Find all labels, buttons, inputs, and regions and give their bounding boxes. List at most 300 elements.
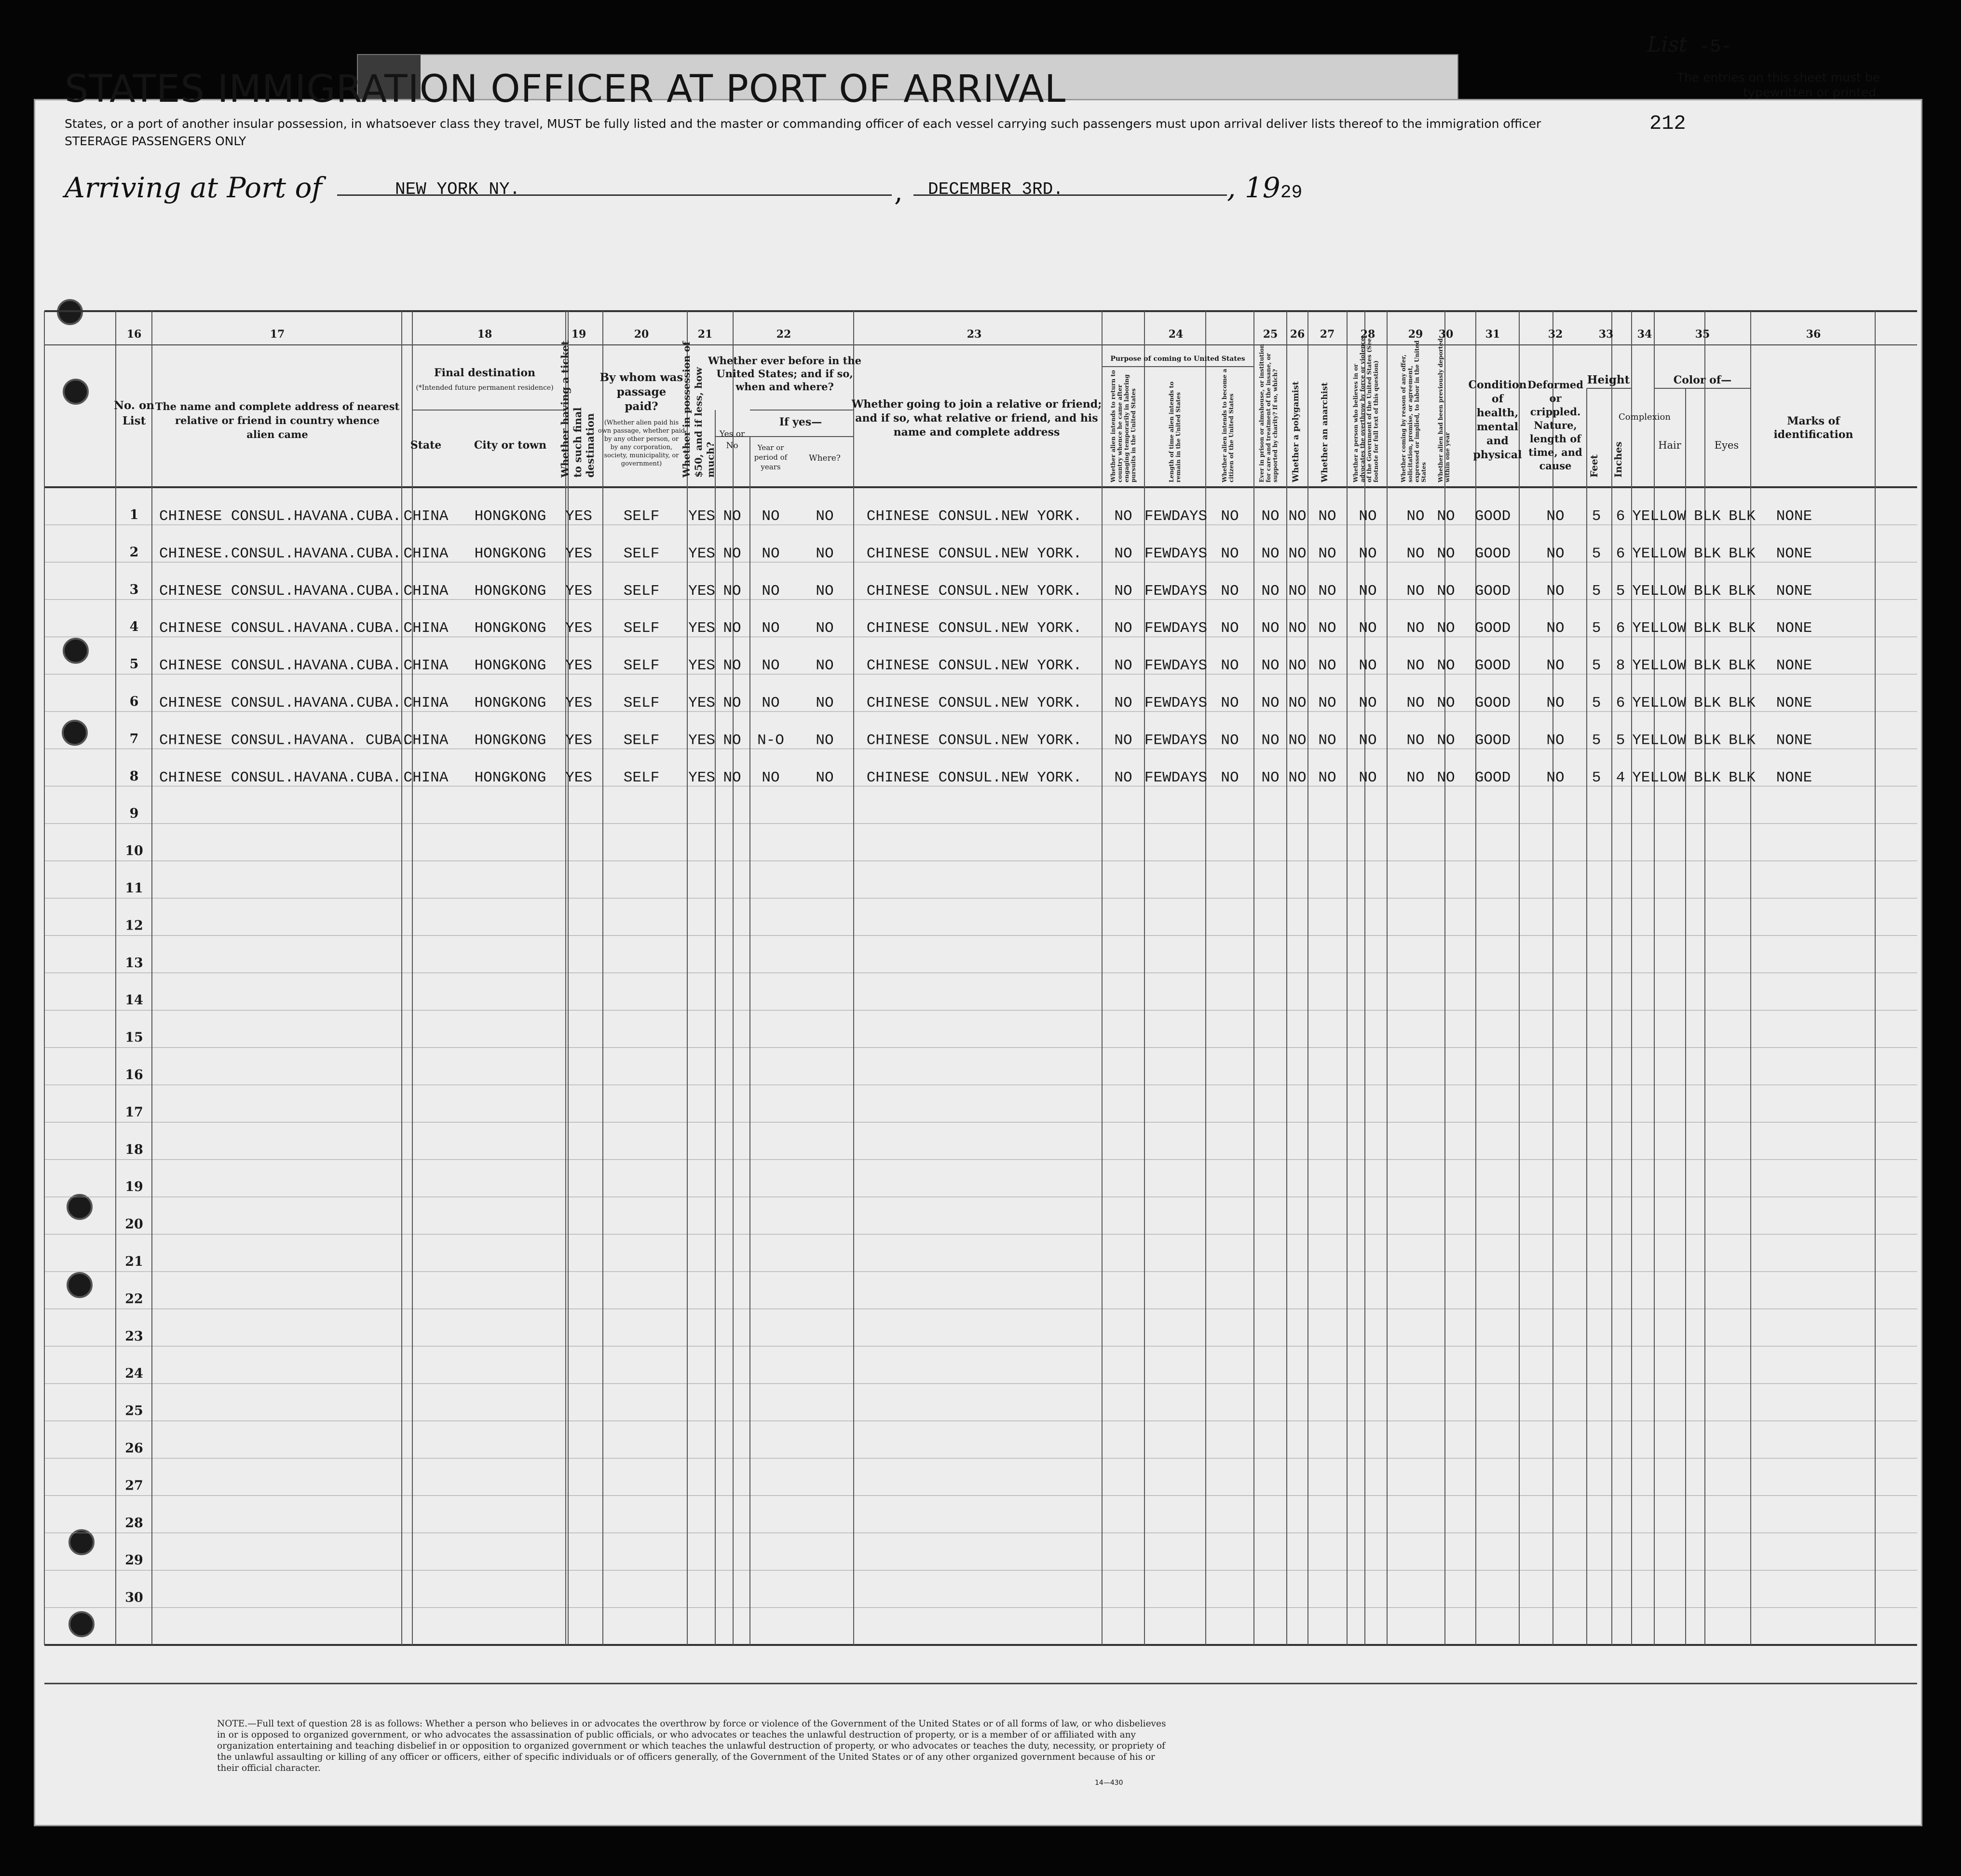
header-health: mental [1476,421,1519,433]
entry-polygamist: NO [1288,769,1307,786]
header-ticket: to such final [572,407,584,478]
entry-city: HONGKONG [474,545,546,562]
entry-paid-by: SELF [623,732,660,749]
header-purpose-a: engaging temporarily in laboring [1123,374,1130,482]
entry-city: HONGKONG [474,769,546,786]
entry-marks: NONE [1776,732,1812,749]
entry-q28: NO [1359,620,1377,637]
header-q29: States [1420,462,1427,482]
entry-stay: FEWDAYS [1144,732,1208,749]
header-anarchist: Whether an anarchist [1320,382,1330,482]
column-number: 24 [1168,328,1184,341]
header-paid-by-note: by any corporation, [610,444,673,451]
sheet-number: 212 [1649,112,1686,135]
header-joining: Whether going to join a relative or friend; [851,398,1102,411]
row-number: 15 [125,1030,143,1045]
entry-deformed: NO [1546,769,1565,786]
entry-citizen: NO [1221,732,1239,749]
entry-period: N-O [757,732,784,749]
entry-period: NO [762,695,780,712]
entry-return: NO [1114,508,1132,525]
header-complexion: Complexion [1619,412,1671,422]
entry-eyes: BLK [1729,657,1756,674]
header-deformed: time, and [1528,446,1582,458]
entry-joining: CHINESE CONSUL.NEW YORK. [866,657,1082,674]
entry-paid-by: SELF [623,508,660,525]
entries-note: The entries on this sheet must be typewritten or printed. [1676,70,1880,99]
entry-hair: BLK [1694,695,1721,712]
entry-q28: NO [1359,582,1377,600]
entry-relative: CHINESE CONSUL.HAVANA.CUBA. [159,582,402,600]
entry-health: GOOD [1474,657,1511,674]
header-deformed: Nature, [1534,419,1577,431]
entry-marks: NONE [1776,582,1812,600]
entry-q29: NO [1406,545,1425,562]
header-no-on-list: List [122,414,146,427]
header-deformed: cause [1539,460,1572,472]
entry-feet: 5 [1592,545,1601,562]
year-suffix: 29 [1280,182,1303,203]
entry-ticket: YES [565,769,592,786]
entry-q30: NO [1437,545,1455,562]
column-number: 25 [1263,328,1278,341]
entry-period: NO [762,657,780,674]
header-q29: expressed or implied, to labor in the United [1414,340,1420,482]
column-number: 30 [1438,328,1454,341]
entry-marks: NONE [1776,695,1812,712]
entry-paid-by: SELF [623,657,660,674]
entry-period: NO [762,769,780,786]
entry-citizen: NO [1221,620,1239,637]
column-number: 21 [697,328,713,341]
entry-q29: NO [1406,732,1425,749]
entry-relative: CHINESE CONSUL.HAVANA.CUBA. [159,657,402,674]
entry-health: GOOD [1474,769,1511,786]
entry-anarchist: NO [1318,769,1336,786]
header-deformed: length of [1529,433,1581,445]
entry-q30: NO [1437,695,1455,712]
entry-feet: 5 [1592,732,1601,749]
entry-health: GOOD [1474,695,1511,712]
entry-paid-by: SELF [623,545,660,562]
header-if-yes: If yes— [779,416,822,428]
header-color-of: Color of— [1673,374,1732,386]
entry-citizen: NO [1221,695,1239,712]
header-money: $50, and if less, how [693,367,704,478]
entry-anarchist: NO [1318,582,1336,600]
entry-anarchist: NO [1318,732,1336,749]
header-where: Where? [809,453,841,463]
column-number: 23 [967,328,982,341]
entry-citizen: NO [1221,657,1239,674]
entry-before: NO [723,732,741,749]
entry-stay: FEWDAYS [1144,582,1208,600]
entry-inches: 6 [1616,545,1625,562]
header-final-destination-note: (*Intended future permanent residence) [416,384,554,392]
row-number: 4 [129,619,139,635]
header-paid-by-note: government) [621,460,662,467]
row-number: 29 [125,1553,143,1568]
entry-money: YES [688,620,715,637]
column-number: 31 [1485,328,1500,341]
entry-prison: NO [1261,620,1280,637]
entry-paid-by: SELF [623,769,660,786]
entry-q29: NO [1406,508,1425,525]
entry-q29: NO [1406,582,1425,600]
header-health: physical [1473,449,1522,461]
year-prefix: 19 [1244,171,1280,204]
header-before: when and where? [735,381,834,393]
entry-marks: NONE [1776,620,1812,637]
entry-health: GOOD [1474,545,1511,562]
entry-deformed: NO [1546,620,1565,637]
header-final-destination: Final destination [434,367,535,379]
entry-relative: CHINESE CONSUL.HAVANA.CUBA. [159,508,402,525]
row-number: 6 [129,694,139,709]
entry-prison: NO [1261,657,1280,674]
entry-inches: 6 [1616,508,1625,525]
entry-return: NO [1114,620,1132,637]
entry-period: NO [762,508,780,525]
entry-marks: NONE [1776,769,1812,786]
header-before: United States; and if so, [716,368,853,380]
entry-relative: CHINESE CONSUL.HAVANA.CUBA. [159,769,402,786]
entry-return: NO [1114,582,1132,600]
entry-where: NO [816,695,834,712]
entry-health: GOOD [1474,582,1511,600]
entry-return: NO [1114,732,1132,749]
entry-money: YES [688,695,715,712]
row-number: 11 [125,881,143,896]
column-number: 17 [270,328,285,341]
entry-ticket: YES [565,657,592,674]
entry-deformed: NO [1546,695,1565,712]
entry-anarchist: NO [1318,695,1336,712]
entry-feet: 5 [1592,769,1601,786]
entry-anarchist: NO [1318,620,1336,637]
entry-marks: NONE [1776,545,1812,562]
row-number: 5 [129,657,139,672]
entry-polygamist: NO [1288,582,1307,600]
entry-joining: CHINESE CONSUL.NEW YORK. [866,769,1082,786]
header-paid-by: passage [616,385,667,398]
row-number: 26 [125,1441,143,1456]
entry-state: CHINA [403,582,449,600]
header-hair: Hair [1658,439,1681,451]
header-purpose-a: pursuits in the United States [1130,388,1137,482]
entry-hair: BLK [1694,732,1721,749]
row-number: 13 [125,955,143,971]
header-purpose-c: Whether alien intends to become a [1221,369,1228,482]
column-number: 16 [126,328,142,341]
header-q28: footnote for full text of this question) [1373,360,1379,482]
row-number: 8 [129,768,139,784]
entry-return: NO [1114,769,1132,786]
entry-relative: CHINESE.CONSUL.HAVANA.CUBA. [159,545,402,562]
entry-hair: BLK [1694,582,1721,600]
entry-deformed: NO [1546,582,1565,600]
entry-deformed: NO [1546,545,1565,562]
row-number: 18 [125,1142,143,1157]
entry-where: NO [816,582,834,600]
entry-prison: NO [1261,769,1280,786]
entry-feet: 5 [1592,620,1601,637]
entry-hair: BLK [1694,508,1721,525]
header-q28: Whether a person who believes in or [1352,364,1359,482]
row-number: 9 [129,806,139,822]
entry-joining: CHINESE CONSUL.NEW YORK. [866,582,1082,600]
entry-stay: FEWDAYS [1144,695,1208,712]
row-number: 16 [125,1068,143,1082]
entry-hair: BLK [1694,657,1721,674]
column-number: 28 [1360,328,1375,341]
entry-marks: NONE [1776,508,1812,525]
entry-joining: CHINESE CONSUL.NEW YORK. [866,620,1082,637]
header-purpose-b: Length of time alien intends to [1168,381,1175,482]
entry-eyes: BLK [1729,769,1756,786]
header-period: years [761,463,781,471]
entry-inches: 4 [1616,769,1625,786]
row-number: 21 [125,1254,143,1269]
entry-q28: NO [1359,508,1377,525]
entry-ticket: YES [565,545,592,562]
entry-inches: 5 [1616,732,1625,749]
entry-q28: NO [1359,732,1377,749]
entry-ticket: YES [565,620,592,637]
header-deformed: crippled. [1530,406,1581,418]
row-number: 17 [125,1105,143,1120]
entry-before: NO [723,545,741,562]
row-number: 25 [125,1403,143,1419]
entry-q30: NO [1437,508,1455,525]
entry-relative: CHINESE CONSUL.HAVANA. CUBA. [159,732,410,749]
entry-before: NO [723,695,741,712]
entry-q29: NO [1406,620,1425,637]
entry-money: YES [688,732,715,749]
header-q28: advocates the overthrow by force or violence [1359,337,1366,482]
entry-feet: 5 [1592,657,1601,674]
year-field: , 1929 [1227,171,1303,204]
entry-money: YES [688,508,715,525]
entry-q29: NO [1406,769,1425,786]
entry-return: NO [1114,695,1132,712]
entry-city: HONGKONG [474,657,546,674]
header-health: of [1491,393,1504,405]
entry-stay: FEWDAYS [1144,508,1208,525]
entry-where: NO [816,545,834,562]
entry-before: NO [723,582,741,600]
header-purpose-a: country whence he came after [1117,384,1123,482]
row-number: 10 [125,843,143,859]
entry-where: NO [816,620,834,637]
entry-q29: NO [1406,695,1425,712]
entry-state: CHINA [403,620,449,637]
entry-relative: CHINESE CONSUL.HAVANA.CUBA. [159,620,402,637]
column-number: 33 [1598,328,1614,341]
entry-joining: CHINESE CONSUL.NEW YORK. [866,732,1082,749]
entry-q28: NO [1359,545,1377,562]
entry-health: GOOD [1474,732,1511,749]
entry-complexion: YELLOW [1632,769,1686,786]
header-ticket: destination [584,413,596,478]
header-marks: identification [1773,428,1853,441]
entry-deformed: NO [1546,508,1565,525]
list-value: -5- [1699,37,1732,57]
header-no-on-list: No. on [113,399,155,412]
entry-hair: BLK [1694,545,1721,562]
header-paid-by-note: own passage, whether paid [598,427,685,435]
entry-prison: NO [1261,582,1280,600]
entry-prison: NO [1261,695,1280,712]
entry-where: NO [816,657,834,674]
header-yes-no: No [726,441,738,451]
entry-eyes: BLK [1729,620,1756,637]
entry-feet: 5 [1592,582,1601,600]
header-inches: Inches [1612,441,1624,478]
entry-complexion: YELLOW [1632,657,1686,674]
entry-city: HONGKONG [474,508,546,525]
entry-where: NO [816,769,834,786]
entry-joining: CHINESE CONSUL.NEW YORK. [866,545,1082,562]
row-number: 2 [129,545,139,560]
comma: , [894,176,903,207]
header-eyes: Eyes [1714,439,1739,451]
entry-stay: FEWDAYS [1144,769,1208,786]
header-polygamist: Whether a polygamist [1291,381,1301,482]
header-prison: Ever in prison or almshouse, or institution [1258,344,1265,482]
entry-polygamist: NO [1288,695,1307,712]
row-number: 19 [125,1179,143,1195]
entry-money: YES [688,582,715,600]
entry-before: NO [723,620,741,637]
entry-state: CHINA [403,695,449,712]
column-number: 22 [776,328,791,341]
entry-complexion: YELLOW [1632,582,1686,600]
entry-health: GOOD [1474,620,1511,637]
entry-inches: 8 [1616,657,1625,674]
entry-joining: CHINESE CONSUL.NEW YORK. [866,695,1082,712]
entry-polygamist: NO [1288,508,1307,525]
entry-complexion: YELLOW [1632,732,1686,749]
header-relative: alien came [246,428,308,440]
entry-complexion: YELLOW [1632,695,1686,712]
entry-where: NO [816,732,834,749]
column-number: 26 [1290,328,1305,341]
entry-q30: NO [1437,732,1455,749]
entry-ticket: YES [565,695,592,712]
entry-anarchist: NO [1318,545,1336,562]
row-number: 22 [125,1291,143,1307]
header-paid-by: By whom was [599,371,683,384]
entry-polygamist: NO [1288,545,1307,562]
header-relative: relative or friend in country whence [175,414,380,426]
entry-joining: CHINESE CONSUL.NEW YORK. [866,508,1082,525]
header-relative: The name and complete address of nearest [155,400,400,412]
entry-q30: NO [1437,620,1455,637]
entry-before: NO [723,657,741,674]
entry-relative: CHINESE CONSUL.HAVANA.CUBA. [159,695,402,712]
header-purpose-a: Whether alien intends to return to [1110,370,1117,482]
entry-anarchist: NO [1318,657,1336,674]
entry-money: YES [688,545,715,562]
form-number: 14—430 [1095,1779,1123,1787]
header-paid-by-note: (Whether alien paid his [604,419,679,426]
entry-eyes: BLK [1729,695,1756,712]
header-ticket: Whether having a ticket [559,340,571,478]
entry-inches: 6 [1616,620,1625,637]
header-money: Whether in possession of [681,341,692,478]
entry-paid-by: SELF [623,695,660,712]
column-number: 19 [571,328,586,341]
column-number: 36 [1806,328,1821,341]
entry-paid-by: SELF [623,582,660,600]
entry-q28: NO [1359,695,1377,712]
header-q30: Whether alien had been previously deported [1437,338,1444,482]
entry-state: CHINA [403,657,449,674]
entry-feet: 5 [1592,695,1601,712]
entry-ticket: YES [565,582,592,600]
column-number: 27 [1320,328,1335,341]
header-joining: and if so, what relative or friend, and his [855,412,1098,424]
header-purpose-b: remain in the United States [1175,392,1182,482]
entry-state: CHINA [403,769,449,786]
entry-city: HONGKONG [474,695,546,712]
header-health: and [1486,435,1509,447]
entry-stay: FEWDAYS [1144,545,1208,562]
header-joining: name and complete address [893,426,1060,438]
entry-where: NO [816,508,834,525]
header-city: City or town [474,439,547,452]
header-purpose: Purpose of coming to United States [1110,355,1245,363]
entry-paid-by: SELF [623,620,660,637]
entry-anarchist: NO [1318,508,1336,525]
row-number: 28 [125,1515,143,1531]
port-value: NEW YORK NY. [395,179,520,199]
entry-q30: NO [1437,582,1455,600]
header-marks: Marks of [1787,415,1840,427]
entry-eyes: BLK [1729,545,1756,562]
column-number: 18 [477,328,492,341]
column-number: 35 [1695,328,1710,341]
header-prison: for care and treatment of the insane, or [1265,353,1272,482]
entry-city: HONGKONG [474,732,546,749]
entry-citizen: NO [1221,545,1239,562]
entry-return: NO [1114,545,1132,562]
row-number: 24 [125,1366,143,1382]
entry-polygamist: NO [1288,732,1307,749]
entry-complexion: YELLOW [1632,545,1686,562]
entry-prison: NO [1261,508,1280,525]
entry-period: NO [762,582,780,600]
entry-polygamist: NO [1288,657,1307,674]
header-deformed: or [1549,392,1562,404]
entry-feet: 5 [1592,508,1601,525]
row-number: 27 [125,1478,143,1493]
form-title: STATES IMMIGRATION OFFICER AT PORT OF ARRIVAL [65,68,1066,111]
row-number: 23 [125,1328,143,1344]
header-deformed: Deformed [1527,379,1583,391]
header-paid-by: paid? [625,400,658,413]
header-purpose-c: citizen of the United States [1228,393,1235,482]
column-number: 29 [1408,328,1423,341]
entry-citizen: NO [1221,582,1239,600]
header-state: State [410,439,442,452]
header-before: Whether ever before in the [708,355,861,367]
arriving-label: Arriving at Port of [65,171,322,204]
entry-q28: NO [1359,769,1377,786]
entry-q30: NO [1437,657,1455,674]
entry-health: GOOD [1474,508,1511,525]
